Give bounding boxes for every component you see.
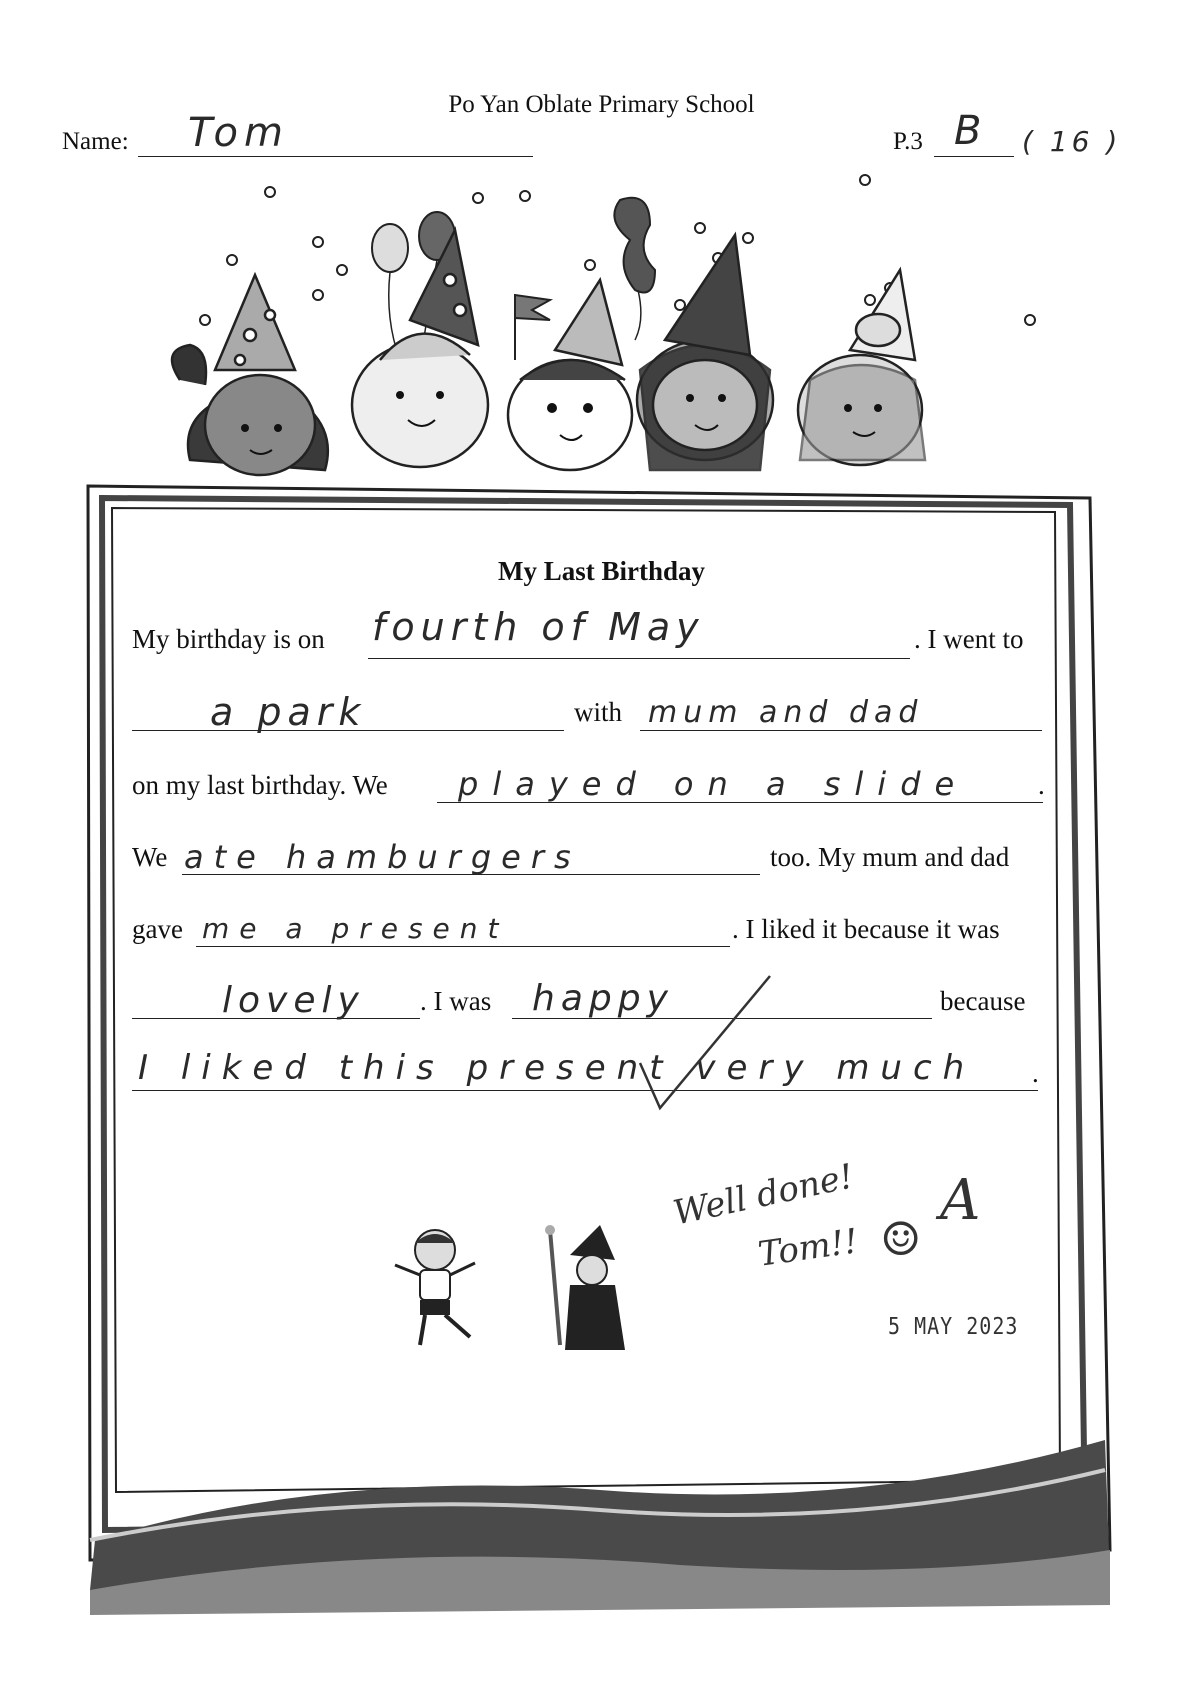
line6-mid: . I was: [420, 986, 492, 1016]
smiley-icon: ☺: [880, 1212, 922, 1266]
line1-text: My birthday is on: [132, 624, 325, 654]
line2-answer: a park: [210, 690, 367, 734]
class-number: ( 16 ): [1022, 125, 1122, 158]
worksheet-title: My Last Birthday: [497, 556, 705, 586]
teacher-comment-2: Tom!!: [755, 1221, 861, 1275]
line7-blank: [132, 1090, 1038, 1091]
checkmark-icon: [630, 968, 780, 1118]
line5-text: gave: [132, 914, 183, 944]
grade: A: [940, 1168, 981, 1233]
boy-cartoon-icon: [390, 1225, 490, 1355]
class-value: B: [954, 108, 988, 154]
school-name: Po Yan Oblate Primary School: [448, 91, 755, 118]
line1-blank: [368, 658, 910, 659]
line2-mid: with: [574, 697, 623, 727]
line6-answer2: happy: [532, 978, 674, 1019]
line2-answer2: mum and dad: [648, 695, 924, 730]
line1-answer: fourth of May: [372, 605, 705, 649]
line4-text: We: [132, 842, 168, 872]
line5-blank: [196, 946, 730, 947]
line7-after: .: [1032, 1058, 1039, 1088]
line1-after: . I went to: [914, 624, 1024, 654]
wizard-cartoon-icon: [540, 1225, 640, 1355]
line5-after: . I liked it because it was: [732, 914, 1000, 944]
party-kids-illustration: [160, 170, 1060, 510]
name-label: Name:: [62, 128, 129, 155]
line4-after: too. My mum and dad: [770, 842, 1010, 872]
class-label: P.3: [893, 128, 923, 155]
line3-text: on my last birthday. We: [132, 770, 388, 800]
line4-answer: ate hamburgers: [184, 838, 581, 876]
line2-blank-2: [640, 730, 1042, 731]
name-value: Tom: [188, 110, 289, 156]
class-underline: [934, 156, 1014, 157]
line6-after: because: [940, 986, 1026, 1016]
line3-answer: played on a slide: [458, 765, 969, 803]
line6-answer: lovely: [222, 980, 365, 1021]
date-stamp: 5 MAY 2023: [888, 1312, 1019, 1340]
line7-answer: I liked this present very much: [138, 1048, 976, 1088]
teacher-comment-1: Well done!: [669, 1156, 857, 1234]
line3-after: .: [1038, 770, 1045, 800]
line5-answer: me a present: [202, 912, 509, 945]
name-underline: [138, 156, 533, 157]
